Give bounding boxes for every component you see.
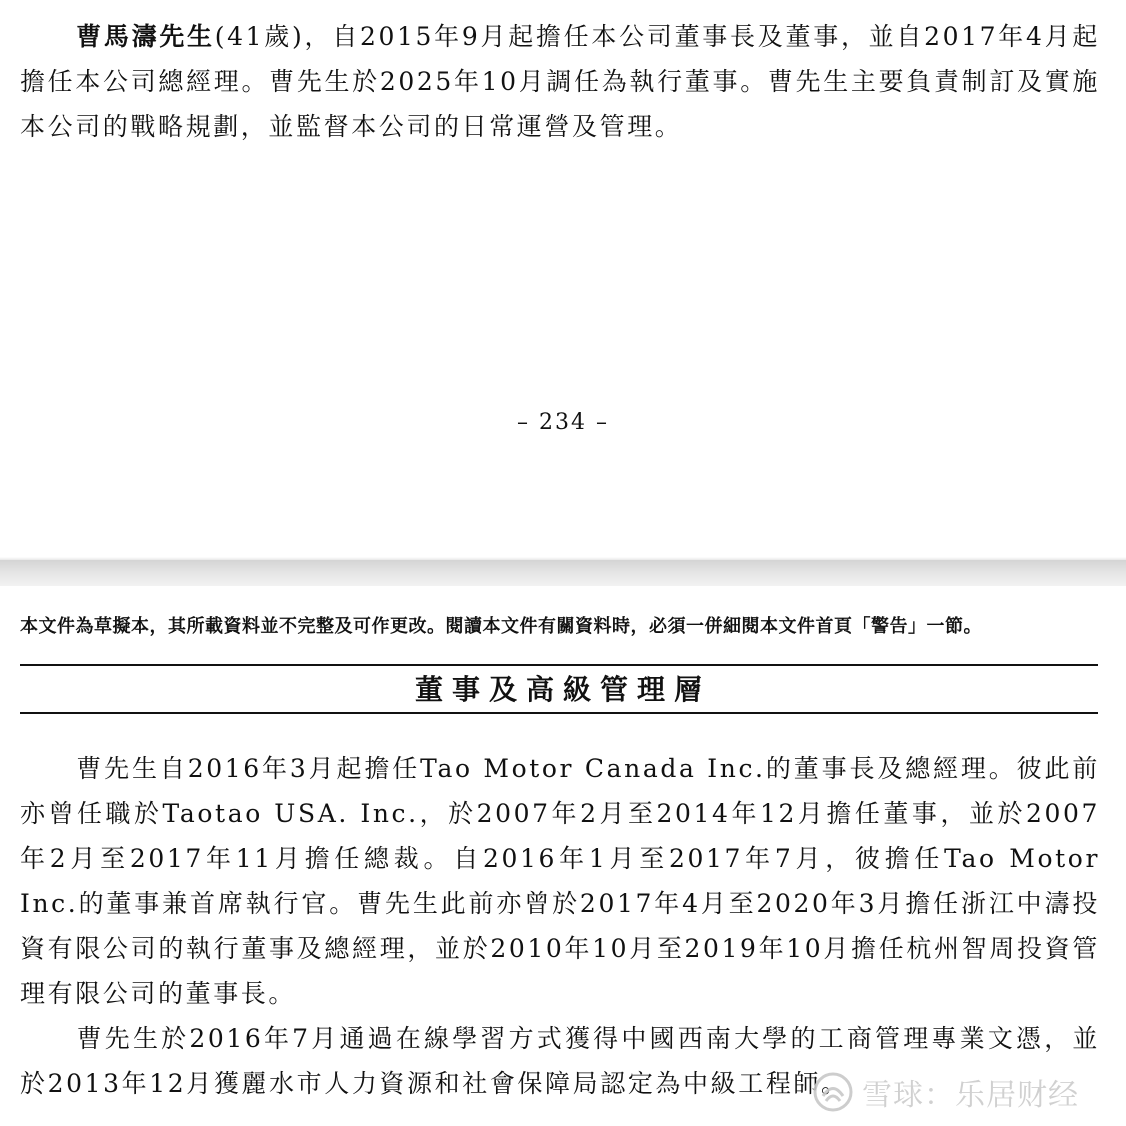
career-text: 曹先生自2016年3月起擔任Tao Motor Canada Inc.的董事長及總經理。彼此前亦曾任職於Taotao USA. Inc.，於2007年2月至2014年12月擔任董事，並於2007年2月至2017年11月擔任總裁。自2016年1月至2017年7月，彼擔任Tao Motor Inc.的董事兼首席執行官。曹先生此前亦曾於2017年4月至2020年3月擔任浙江中濤投資有限公司的執行董事及總經理，並於2010年10月至2019年10月擔任杭州智周投資管理有限公司的董事長。: [20, 754, 1100, 1008]
draft-warning: 本文件為草擬本，其所載資料並不完整及可作更改。閱讀本文件有關資料時，必須一併細閱本文件首頁「警告」一節。: [20, 616, 982, 637]
title-rule-top: [20, 664, 1098, 666]
title-rule-bottom: [20, 712, 1098, 714]
watermark: [812, 1068, 1079, 1116]
education-text: 曹先生於2016年7月通過在線學習方式獲得中國西南大學的工商管理專業文憑，並於2013年12月獲麗水市人力資源和社會保障局認定為中級工程師。: [20, 1024, 1100, 1098]
bio-name: 曹馬濤先生: [76, 22, 215, 51]
watermark-text: 雪球：乐居财经: [862, 1078, 1079, 1113]
page-divider: [0, 560, 1126, 586]
bio-paragraph-top: [20, 14, 1100, 149]
career-paragraph: [20, 746, 1100, 1016]
section-title: 董事及高級管理層: [414, 673, 711, 706]
page-number: – 234 –: [517, 410, 609, 435]
snowball-logo-icon: [812, 1071, 854, 1113]
bio-text: (41歲)，自2015年9月起擔任本公司董事長及董事，並自2017年4月起擔任本公司總經理。曹先生於2025年10月調任為執行董事。曹先生主要負責制訂及實施本公司的戰略規劃，並監督本公司的日常運營及管理。: [20, 22, 1100, 141]
